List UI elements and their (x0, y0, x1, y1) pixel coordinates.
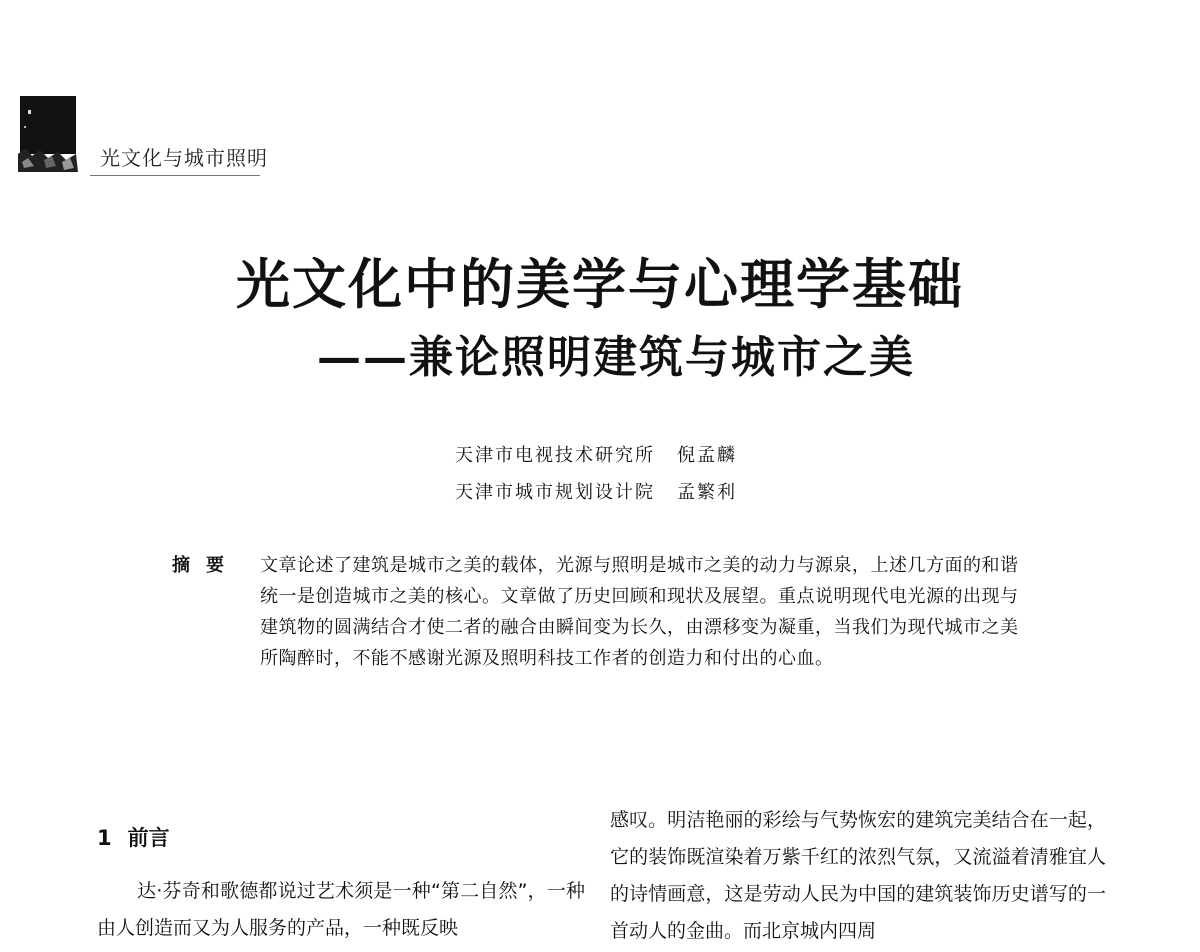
author-affiliation: 天津市电视技术研究所 (455, 445, 655, 466)
page-subtitle (0, 330, 1200, 386)
right-column-text: 感叹。明洁艳丽的彩绘与气势恢宏的建筑完美结合在一起，它的装饰既渲染着万紫千红的浓烈气氛，又流溢着清雅宜人的诗情画意，这是劳动人民为中国的建筑装饰历史谱写的一首动人的金曲。而北京城内四周 (610, 809, 1106, 942)
section-heading (97, 822, 170, 852)
corner-photo-thumbnail (18, 96, 78, 172)
page-title: 光文化中的美学与心理学基础 (236, 253, 964, 316)
running-header: 光文化与城市照明 (100, 146, 268, 170)
author-name: 孟繁利 (677, 482, 737, 503)
abstract-text: 文章论述了建筑是城市之美的载体，光源与照明是城市之美的动力与源泉，上述几方面的和谐统一是创造城市之美的核心。文章做了历史回顾和现状及展望。重点说明现代电光源的出现与建筑物的圆满结合才使二者的融合由瞬间变为长久，由漂移变为凝重，当我们为现代城市之美所陶醉时，不能不感谢光源及照明科技工作者的创造力和付出的心血。 (260, 555, 1019, 669)
left-column-paragraph: 达·芬奇和歌德都说过艺术须是一种“第二自然”，一种由人创造而又为人服务的产品，一种既反映 (97, 880, 585, 939)
subtitle-dash: —— (317, 332, 409, 383)
section-number: 1 (97, 826, 112, 850)
author-line-2 (455, 478, 737, 504)
abstract-label: 摘要 (172, 555, 240, 576)
subtitle-text: 兼论照明建筑与城市之美 (409, 332, 915, 383)
left-column-text (97, 873, 585, 947)
section-title: 前言 (127, 826, 170, 850)
header-rule (90, 175, 260, 176)
author-line-1 (455, 441, 737, 467)
abstract (172, 550, 1052, 674)
author-name: 倪孟麟 (677, 445, 737, 466)
author-affiliation: 天津市城市规划设计院 (455, 482, 655, 503)
